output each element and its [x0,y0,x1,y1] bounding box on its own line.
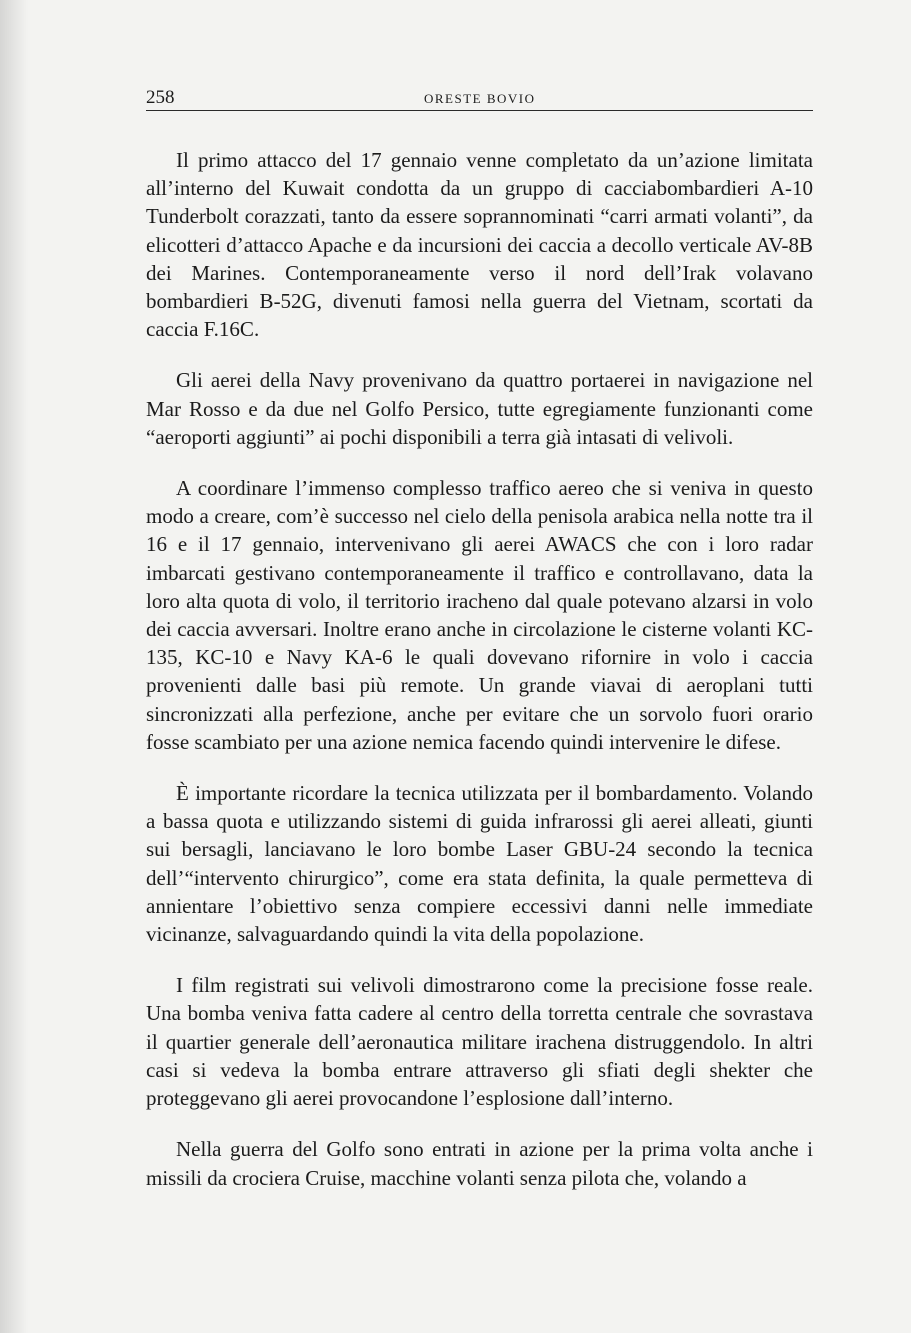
running-head: ORESTE BOVIO [424,91,536,106]
paragraph-6: Nella guerra del Golfo sono entrati in azione per la prima volta anche i missili da crociera Cruise, macchine volanti senza pilota che, volando a [146,1137,813,1190]
body-text [146,146,813,1192]
page-number: 258 [146,87,175,108]
paragraph-1: Il primo attacco del 17 gennaio venne completato da un’azione limitata all’interno del Kuwait condotta da un gruppo di cacciabombardieri A-10 Tunderbolt corazzati, tanto da essere soprannominati “carri armati volanti”, da elicotteri d’attacco Apache e da incursioni dei caccia a decollo verticale AV-8B dei Marines. Contemporaneamente verso il nord dell’Irak volavano bombardieri B-52G, divenuti famosi nella guerra del Vietnam, scortati da caccia F.16C. [146,148,813,342]
page-header [146,86,813,111]
paragraph-3: A coordinare l’immenso complesso traffico aereo che si veniva in questo modo a creare, com’è successo nel cielo della penisola arabica nella notte tra il 16 e il 17 gennaio, intervenivano gli aerei AWACS che con i loro radar imbarcati gestivano contemporaneamente il traffico e controllavano, data la loro alta quota di volo, il territorio iracheno dal quale potevano alzarsi in volo dei caccia avversari. Inoltre erano anche in circolazione le cisterne volanti KC-135, KC-10 e Navy KA-6 le quali dovevano rifornire in volo i caccia provenienti dalle basi più remote. Un grande viavai di aeroplani tutti sincronizzati alla perfezione, anche per evitare che un sorvolo fuori orario fosse scambiato per una azione nemica facendo quindi intervenire le difese. [146,476,813,754]
paragraph-2: Gli aerei della Navy provenivano da quattro portaerei in navigazione nel Mar Rosso e da due nel Golfo Persico, tutte egregiamente funzionanti come “aeroporti aggiunti” ai pochi disponibili a terra già intasati di velivoli. [146,368,813,449]
paragraph-4: È importante ricordare la tecnica utilizzata per il bombardamento. Volando a bassa quota e utilizzando sistemi di guida infrarossi gli aerei alleati, giunti sui bersagli, lanciavano le loro bombe Laser GBU-24 secondo la tecnica dell’“intervento chirurgico”, come era stata definita, la quale permetteva di annientare l’obiettivo senza compiere eccessivi danni nelle immediate vicinanze, salvaguardando quindi la vita della popolazione. [146,781,813,947]
page-edge-shadow [0,0,28,1333]
paragraph-5: I film registrati sui velivoli dimostrarono come la precisione fosse reale. Una bomba veniva fatta cadere al centro della torretta centrale che sovrastava il quartier generale dell’aeronautica militare irachena distruggendolo. In altri casi si vedeva la bomba entrare attraverso gli sfiati degli shekter che proteggevano gli aerei provocandone l’esplosione dall’interno. [146,973,813,1111]
